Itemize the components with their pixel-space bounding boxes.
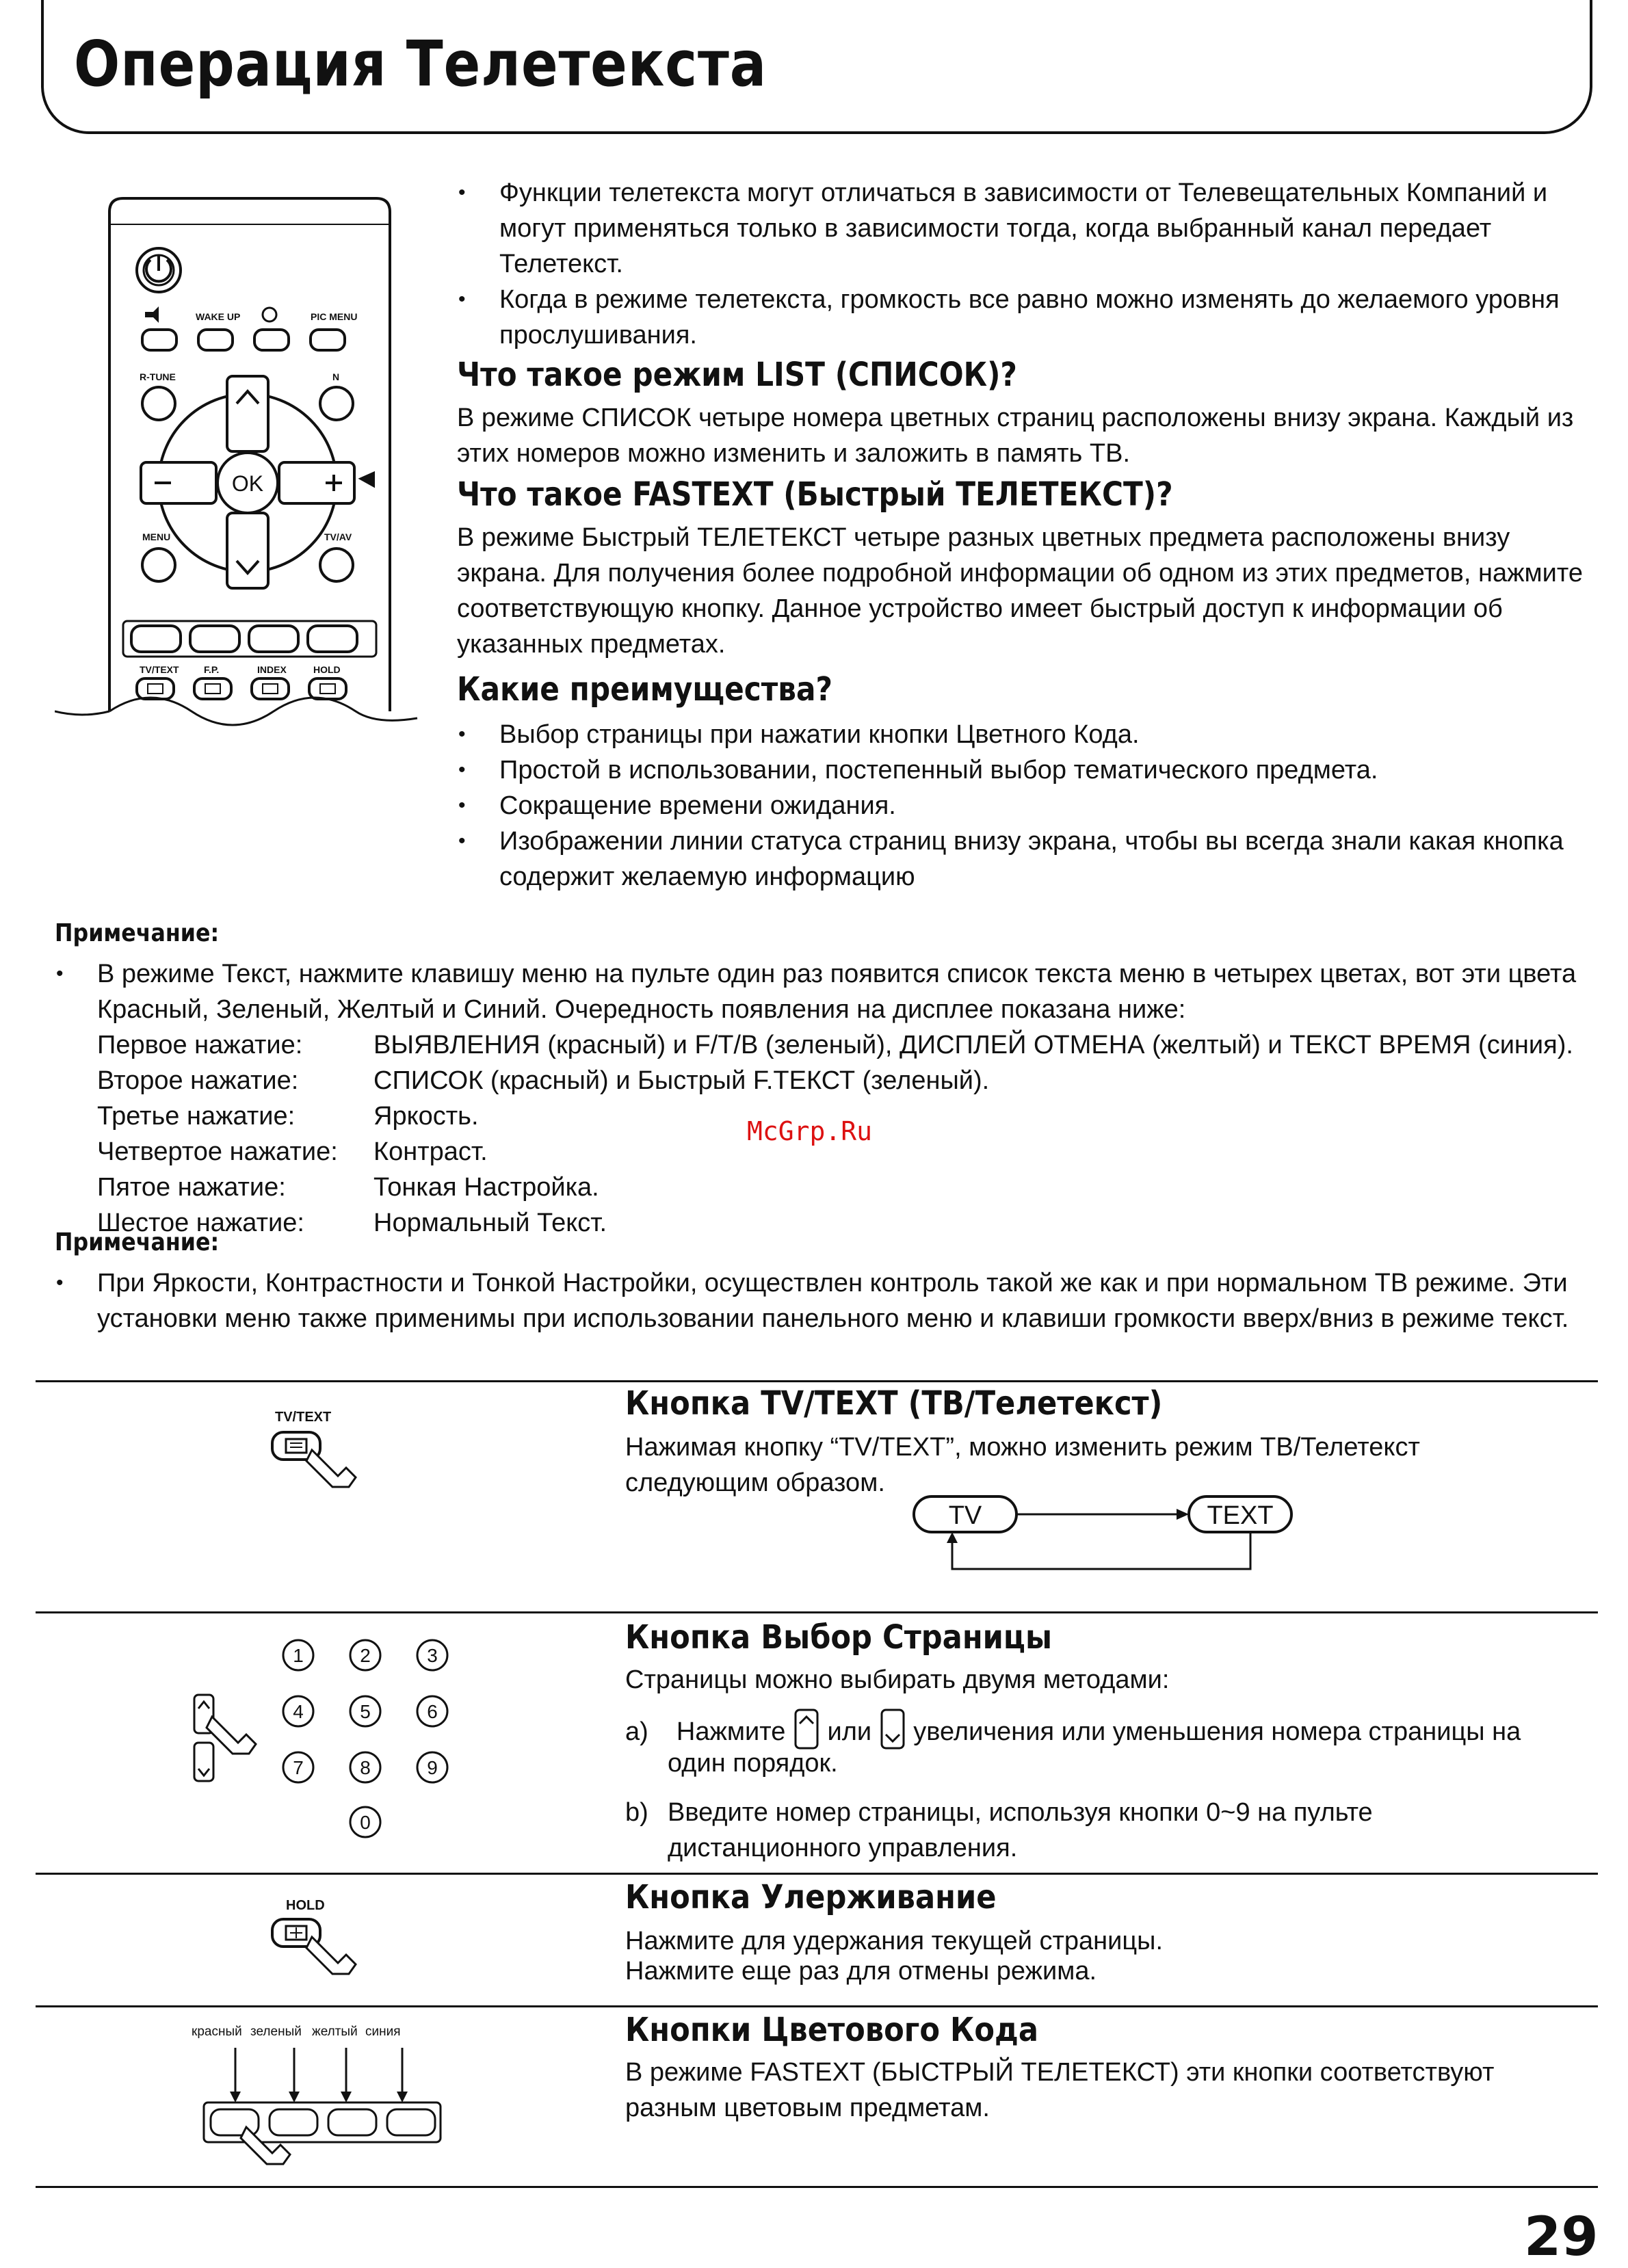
remote-label-tv-av: TV/AV [324, 531, 352, 542]
color-text: В режиме FASTEXT (БЫСТРЫЙ ТЕЛЕТЕКСТ) эти кнопки соответствуют разным цветовым предметам. [625, 2058, 1495, 2122]
page-up-icon [793, 1709, 820, 1750]
list-mode-text: В режиме СПИСОК четыре номера цветных страниц расположены внизу экрана. Каждый из этих номеров можно изменить и заложить в память ТВ. [457, 404, 1574, 468]
digit-button: 7 [293, 1757, 304, 1778]
tv-text-desc: Нажимая кнопку “TV/TEXT”, можно изменить режим ТВ/Телетекст следующим образом. [625, 1433, 1420, 1497]
list-mode-heading: Что такое режим LIST (СПИСОК)? [457, 356, 1017, 394]
note2-text: • При Яркости, Контрастности и Тонкой Настройки, осуществлен контроль такой же как и при нормальном ТВ режиме. Эти установки меню также применимы при использовании панельного меню и клавиши громкости вверх/вниз в режиме текст. [55, 1265, 1601, 1336]
digit-button: 1 [293, 1645, 304, 1666]
method-a-continuation: один порядок. [668, 1749, 838, 1778]
tv-text-heading: Кнопка TV/TEXT (ТВ/Телетекст) [625, 1384, 1163, 1423]
list-item: • Простой в использовании, постепенный выбор тематического предмета. [457, 752, 1599, 788]
digit-button: 8 [360, 1757, 371, 1778]
watermark: McGrp.Ru [747, 1116, 873, 1146]
list-item: • Функции телетекста могут отличаться в зависимости от Телевещательных Компаний и могут применяться только в зависимости тогда, когда выбранный канал передает Телетекст. [457, 175, 1599, 282]
table-row: Пятое нажатие: Тонкая Настройка. [97, 1173, 599, 1202]
remote-label-fp: F.P. [204, 664, 220, 675]
tv-text-icon-label: TV/TEXT [275, 1410, 332, 1425]
page-select-method-a: a) Нажмите или увеличения или уменьшения номера страницы на [625, 1709, 1521, 1750]
remote-label-index: INDEX [257, 664, 287, 675]
remote-label-ok: OK [231, 471, 264, 496]
advantages-list [457, 717, 1599, 895]
digit-button: 3 [427, 1645, 438, 1666]
digit-button: 5 [360, 1701, 371, 1722]
color-label-blue: синия [365, 2025, 401, 2039]
table-row: Четвертое нажатие: Контраст. [97, 1137, 488, 1166]
page-number: 29 [1524, 2206, 1599, 2268]
table-row: Второе нажатие: СПИСОК (красный) и Быстрый F.ТЕКСТ (зеленый). [97, 1066, 990, 1095]
note-heading: Примечание: [55, 1228, 220, 1256]
method-b-marker: b) [625, 1798, 648, 1827]
hold-button-icon [264, 1895, 387, 1983]
page-down-icon [879, 1709, 906, 1750]
list-item: • Выбор страницы при нажатии кнопки Цветного Кода. [457, 717, 1599, 752]
remote-label-menu: MENU [142, 531, 171, 542]
tv-text-flow-diagram [910, 1492, 1300, 1574]
hold-line-2: Нажмите еще раз для отмены режима. [625, 1957, 1097, 1986]
list-item: • Сокращение времени ожидания. [457, 788, 1599, 823]
digit-button: 2 [360, 1645, 371, 1666]
digit-button: 6 [427, 1701, 438, 1722]
divider [36, 1611, 1598, 1613]
note2-body [55, 1265, 1601, 1336]
hold-icon-label: HOLD [286, 1898, 325, 1913]
method-b-text: Введите номер страницы, используя кнопки 0~9 на пульте дистанционного управления. [668, 1798, 1373, 1862]
divider [36, 1380, 1598, 1382]
color-buttons-illustration [185, 2018, 458, 2182]
note1-text: • В режиме Текст, нажмите клавишу меню на пульте один раз появится список текста меню в четырех цветах, вот эти цвета Красный, Зеленый, Желтый и Синий. Очередность появления на дисплее показана ниже: [55, 956, 1601, 1027]
remote-control-illustration [55, 178, 424, 732]
page-title: Операция Телетекста [74, 27, 767, 101]
page-select-intro: Страницы можно выбирать двумя методами: [625, 1665, 1170, 1694]
tv-text-button-icon [264, 1408, 387, 1496]
table-row: Шестое нажатие: Нормальный Текст. [97, 1209, 607, 1237]
flow-tv-label: TV [948, 1501, 982, 1530]
note1-body [55, 956, 1601, 1241]
digit-button: 0 [360, 1812, 371, 1833]
divider [36, 2005, 1598, 2007]
method-a-marker: a) [625, 1717, 648, 1746]
remote-label-r-tune: R-TUNE [140, 371, 176, 382]
note-heading: Примечание: [55, 919, 220, 947]
flow-text-label: TEXT [1207, 1501, 1274, 1530]
list-item: • Когда в режиме телетекста, громкость все равно можно изменять до желаемого уровня прослушивания. [457, 282, 1599, 353]
advantages-heading: Какие преимущества? [457, 670, 832, 709]
hold-heading: Кнопка Улерживание [625, 1878, 997, 1916]
digit-button: 9 [427, 1757, 438, 1778]
digit-button: 4 [293, 1701, 304, 1722]
number-pad-illustration [185, 1628, 472, 1854]
divider [36, 2186, 1598, 2188]
fastext-text: В режиме Быстрый ТЕЛЕТЕКСТ четыре разных цветных предмета расположены внизу экрана. Для получения более подробной информации об одном из этих предметов, нажмите соответствующую кнопку. Данное устройство имеет быстрый доступ к информации об указанных предметах. [457, 523, 1583, 659]
table-row: Третье нажатие: Яркость. [97, 1102, 479, 1131]
fastext-heading: Что такое FASTEXT (Быстрый ТЕЛЕТЕКСТ)? [457, 475, 1173, 514]
remote-label-hold: HOLD [313, 664, 341, 675]
color-label-red: красный [192, 2025, 242, 2039]
remote-label-pic-menu: PIC MENU [311, 311, 358, 322]
table-row: Первое нажатие: ВЫЯВЛЕНИЯ (красный) и F/T/B (зеленый), ДИСПЛЕЙ ОТМЕНА (желтый) и ТЕКСТ ВРЕМЯ (синия). [97, 1031, 1573, 1059]
list-item: • Изображении линии статуса страниц внизу экрана, чтобы вы всегда знали какая кнопка содержит желаемую информацию [457, 823, 1599, 895]
color-label-yellow: желтый [312, 2025, 358, 2039]
page-select-heading: Кнопка Выбор Страницы [625, 1618, 1053, 1657]
remote-label-tv-text: TV/TEXT [140, 664, 179, 675]
remote-label-wake-up: WAKE UP [196, 311, 241, 322]
hold-line-1: Нажмите для удержания текущей страницы. [625, 1927, 1164, 1955]
intro-bullets [457, 175, 1599, 353]
remote-label-n: N [332, 371, 340, 382]
color-label-green: зеленый [250, 2025, 302, 2039]
color-heading: Кнопки Цветового Кода [625, 2011, 1039, 2049]
divider [36, 1873, 1598, 1875]
